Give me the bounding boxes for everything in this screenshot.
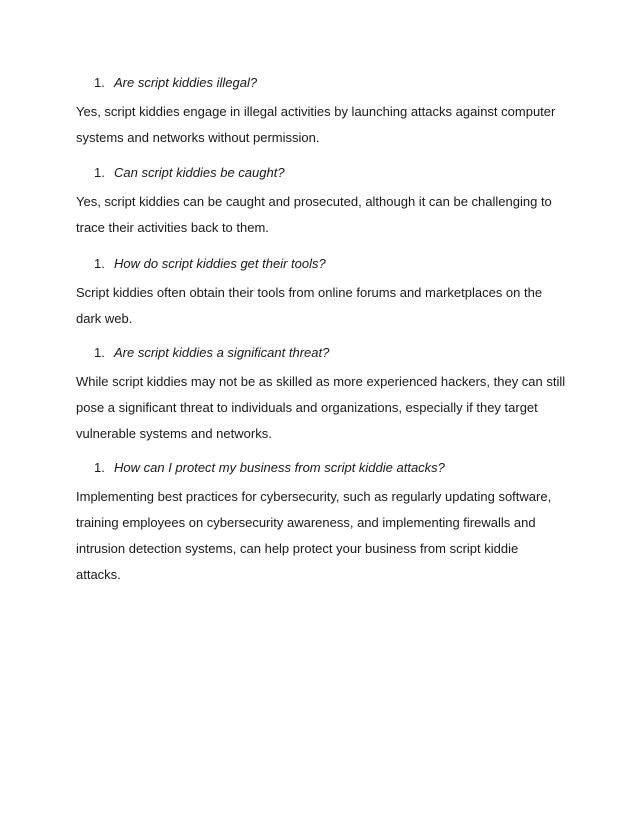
- question-text: How can I protect my business from script kiddie attacks?: [114, 460, 445, 475]
- question-text: How do script kiddies get their tools?: [114, 256, 326, 271]
- faq-answer: Yes, script kiddies can be caught and prosecuted, although it can be challenging to trace their activities back to them.: [76, 194, 552, 235]
- faq-answer: While script kiddies may not be as skilled as more experienced hackers, they can still pose a significant threat to individuals and organizations, especially if they target vulnerable systems and networks.: [76, 374, 566, 441]
- faq-question: [94, 75, 257, 91]
- list-number: 1.: [94, 165, 105, 180]
- list-number: 1.: [94, 345, 105, 360]
- faq-answer: Implementing best practices for cybersecurity, such as regularly updating software, training employees on cybersecurity awareness, and implementing firewalls and intrusion detection systems, can help protect your business from script kiddie attacks.: [76, 489, 552, 582]
- faq-question: [94, 460, 445, 476]
- question-text: Are script kiddies illegal?: [114, 75, 258, 90]
- list-number: 1.: [94, 75, 105, 90]
- faq-answer: Script kiddies often obtain their tools from online forums and marketplaces on the dark web.: [76, 285, 543, 326]
- list-number: 1.: [94, 256, 105, 271]
- list-number: 1.: [94, 460, 105, 475]
- question-text: Are script kiddies a significant threat?: [114, 345, 330, 360]
- question-text: Can script kiddies be caught?: [114, 165, 285, 180]
- faq-question: [94, 256, 326, 272]
- faq-answer: Yes, script kiddies engage in illegal activities by launching attacks against computer systems and networks without permission.: [76, 104, 556, 145]
- faq-question: [94, 165, 285, 181]
- faq-question: [94, 345, 329, 361]
